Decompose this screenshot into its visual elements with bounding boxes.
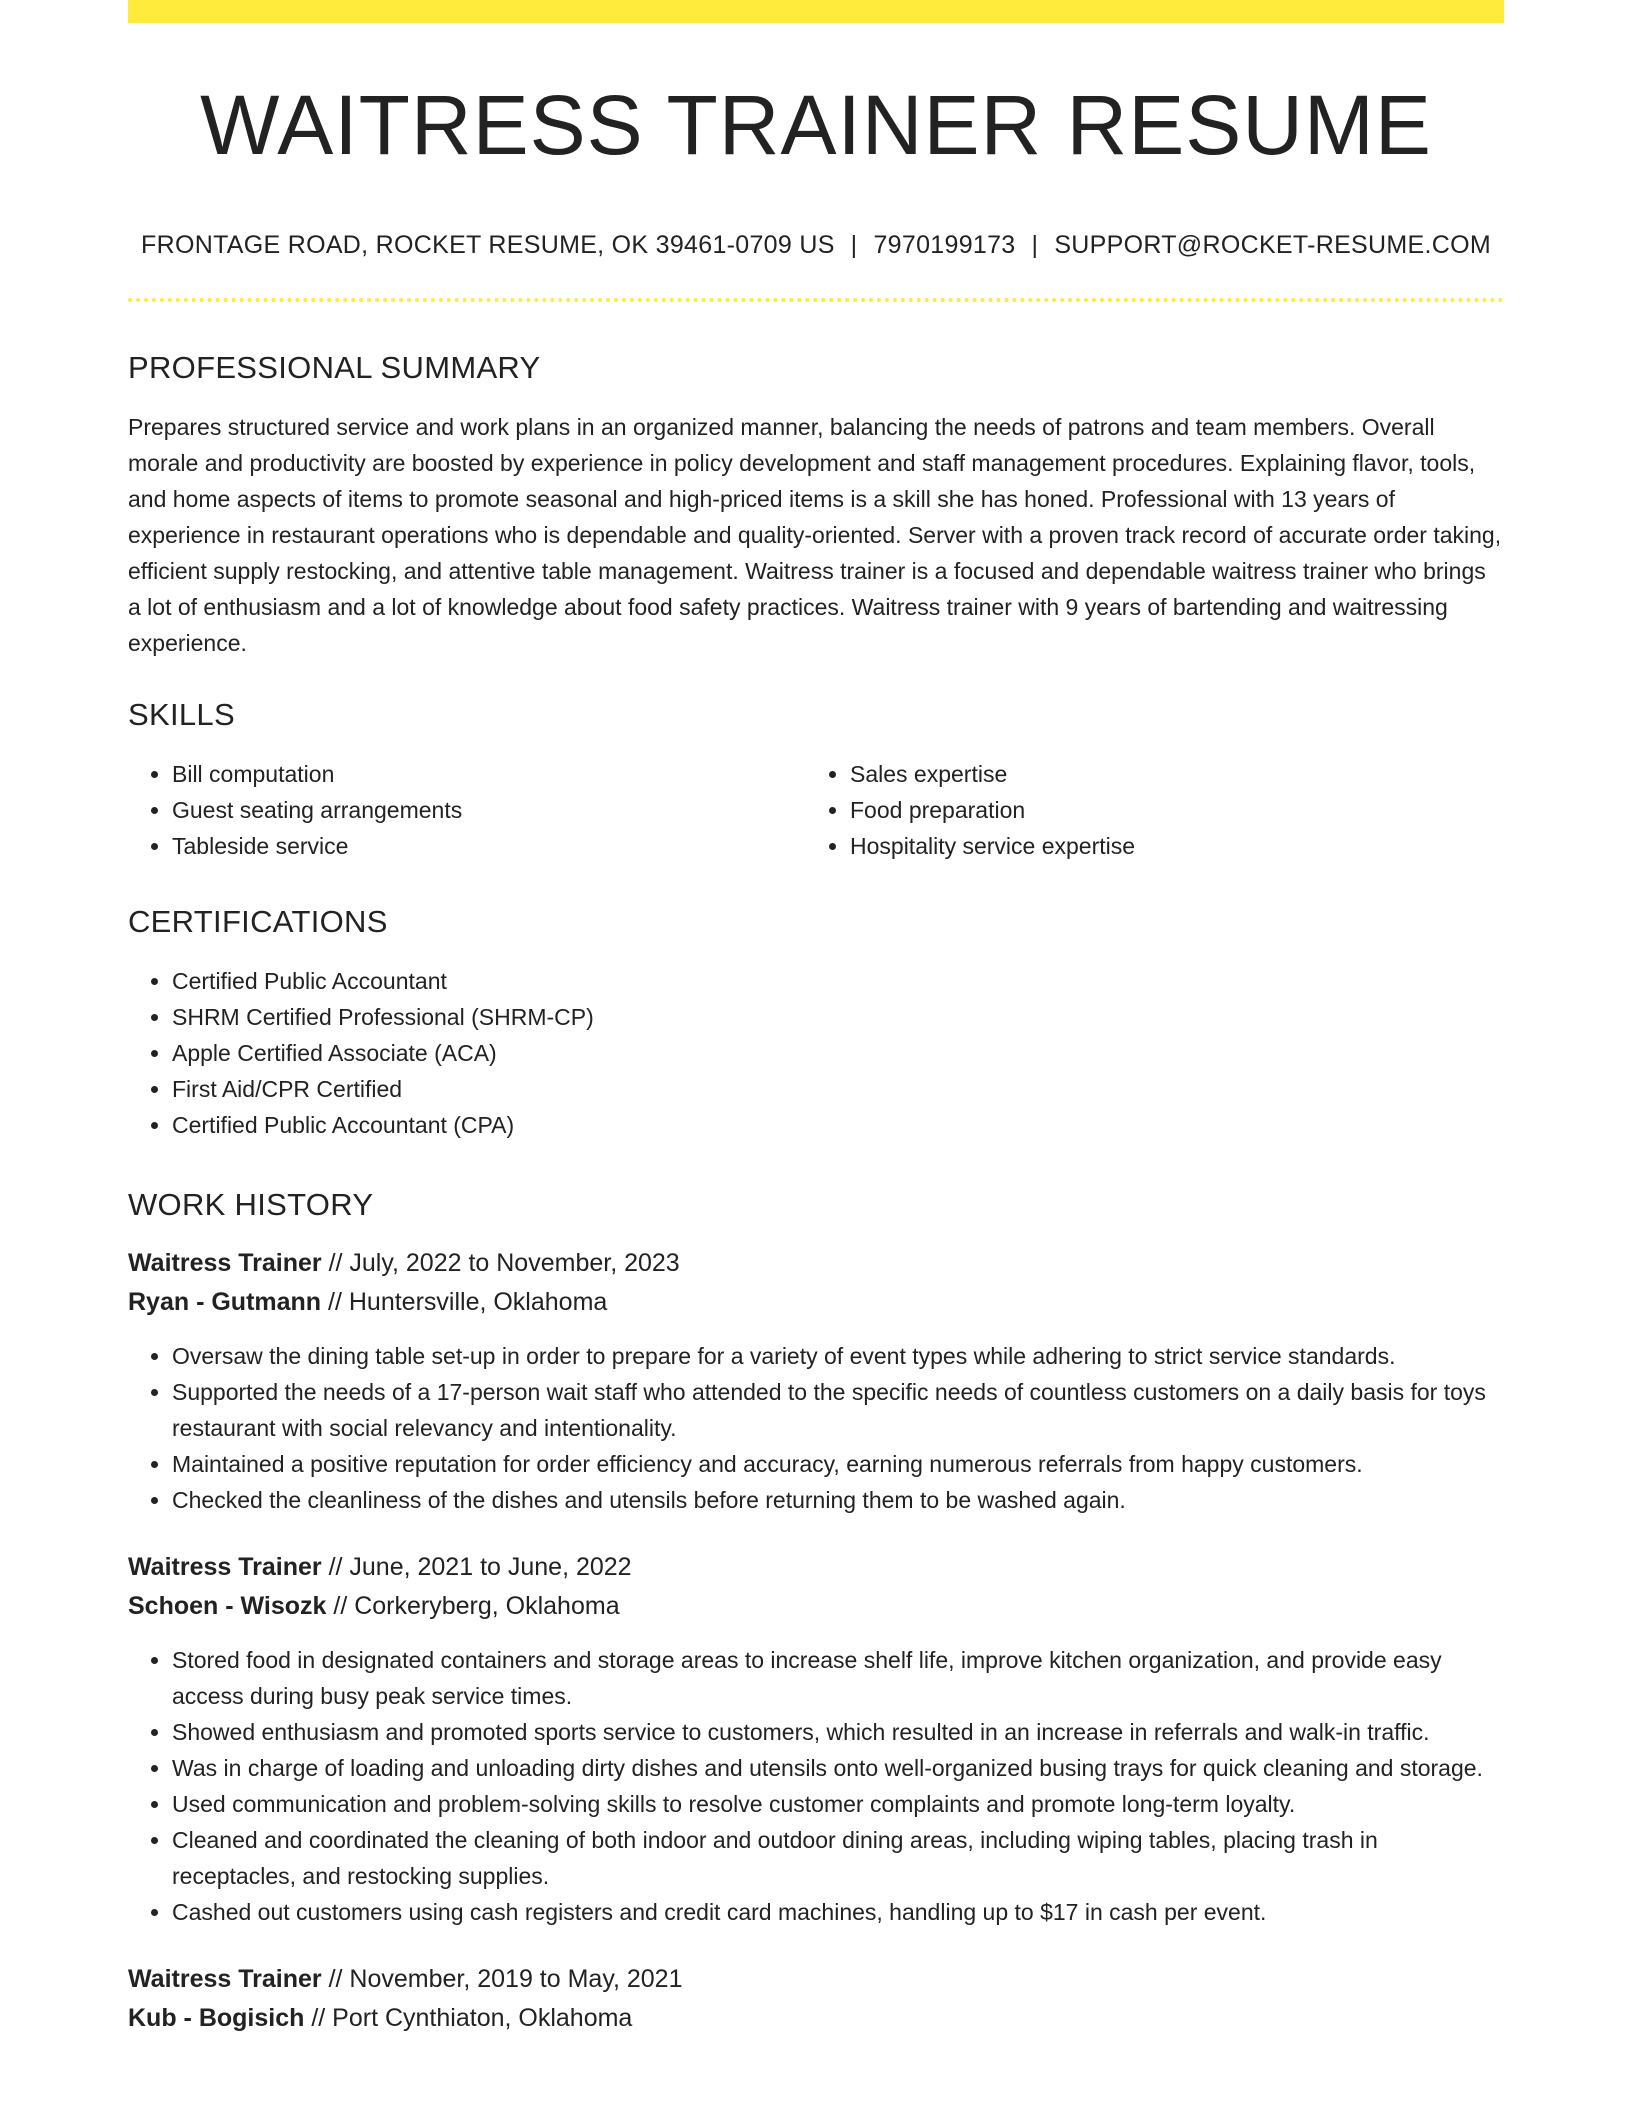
job-dates: // July, 2022 to November, 2023: [328, 1249, 680, 1277]
job-dates: // November, 2019 to May, 2021: [328, 1965, 683, 1993]
contact-address: FRONTAGE ROAD, ROCKET RESUME, OK 39461-0709 US: [141, 231, 835, 259]
skills-heading: SKILLS: [128, 697, 235, 732]
skill-item: • Food preparation: [850, 792, 1484, 828]
job-bullets: [128, 1338, 1504, 1518]
summary-heading: PROFESSIONAL SUMMARY: [128, 350, 541, 385]
skills-list-right: [806, 756, 1484, 864]
summary-text: Prepares structured service and work plans in an organized manner, balancing the needs of patrons and team members. Overall morale and productivity are boosted by experience in policy development and staff management procedures. Explaining flavor, tools, and home aspects of items to promote seasonal and high-priced items is a skill she has honed. Professional with 13 years of experience in restaurant operations who is dependable and quality-oriented. Server with a proven track record of accurate order taking, efficient supply restocking, and attentive table management. Waitress trainer is a focused and dependable waitress trainer who brings a lot of enthusiasm and a lot of knowledge about food safety practices. Waitress trainer with 9 years of bartending and waitressing experience.: [128, 414, 1502, 656]
job-bullet: • Cashed out customers using cash registers and credit card machines, handling up to $17 in cash per event.: [172, 1894, 1504, 1930]
resume-page: [128, 0, 1504, 2038]
job-company-line: [128, 1587, 1504, 1626]
certification-item: • SHRM Certified Professional (SHRM-CP): [172, 999, 1504, 1035]
job-location: // Corkeryberg, Oklahoma: [333, 1592, 620, 1620]
accent-top-bar: [128, 0, 1504, 23]
job-dates: // June, 2021 to June, 2022: [328, 1553, 632, 1581]
job-title: Waitress Trainer: [128, 1553, 322, 1581]
dotted-divider: [128, 298, 1504, 302]
certification-item: • First Aid/CPR Certified: [172, 1071, 1504, 1107]
job-company-line: [128, 1283, 1504, 1322]
resume-title: WAITRESS TRAINER RESUME: [200, 78, 1432, 172]
job-location: // Huntersville, Oklahoma: [328, 1288, 608, 1316]
certification-item: • Certified Public Accountant: [172, 963, 1504, 999]
skills-column-left: [128, 756, 806, 864]
skill-item: • Bill computation: [172, 756, 806, 792]
job-bullet: • Stored food in designated containers and storage areas to increase shelf life, improve kitchen organization, and provide easy access during busy peak service times.: [172, 1642, 1504, 1714]
contact-separator: |: [850, 231, 858, 259]
contact-line: [128, 233, 1504, 258]
job-bullet: • Used communication and problem-solving skills to resolve customer complaints and promote long-term loyalty.: [172, 1786, 1504, 1822]
job-title-line: [128, 1960, 1504, 1999]
job-company-line: [128, 1999, 1504, 2038]
certification-item: • Certified Public Accountant (CPA): [172, 1107, 1504, 1143]
job-bullet: • Was in charge of loading and unloading dirty dishes and utensils onto well-organized busing trays for quick cleaning and storage.: [172, 1750, 1504, 1786]
skills-grid: [128, 756, 1504, 864]
job-title: Waitress Trainer: [128, 1965, 322, 1993]
job-bullet: • Oversaw the dining table set-up in order to prepare for a variety of event types while adhering to strict service standards.: [172, 1338, 1504, 1374]
work-history-heading: WORK HISTORY: [128, 1187, 374, 1222]
contact-separator: |: [1031, 231, 1039, 259]
job-entry: [128, 1960, 1504, 2038]
job-company: Schoen - Wisozk: [128, 1592, 327, 1620]
job-location: // Port Cynthiaton, Oklahoma: [311, 2004, 633, 2032]
certifications-heading: CERTIFICATIONS: [128, 904, 388, 939]
skill-item: • Tableside service: [172, 828, 806, 864]
job-bullets: [128, 1642, 1504, 1930]
skill-item: • Guest seating arrangements: [172, 792, 806, 828]
contact-email: SUPPORT@ROCKET-RESUME.COM: [1054, 231, 1491, 259]
job-entry: [128, 1548, 1504, 1930]
job-company: Ryan - Gutmann: [128, 1288, 322, 1316]
certifications-list: [128, 963, 1504, 1143]
job-company: Kub - Bogisich: [128, 2004, 305, 2032]
job-bullet: • Maintained a positive reputation for order efficiency and accuracy, earning numerous referrals from happy customers.: [172, 1446, 1504, 1482]
job-title-line: [128, 1548, 1504, 1587]
job-title: Waitress Trainer: [128, 1249, 322, 1277]
skill-item: • Sales expertise: [850, 756, 1484, 792]
job-bullet: • Showed enthusiasm and promoted sports service to customers, which resulted in an increase in referrals and walk-in traffic.: [172, 1714, 1504, 1750]
certification-item: • Apple Certified Associate (ACA): [172, 1035, 1504, 1071]
job-bullet: • Checked the cleanliness of the dishes and utensils before returning them to be washed again.: [172, 1482, 1504, 1518]
skills-column-right: [806, 756, 1484, 864]
job-entry: [128, 1244, 1504, 1518]
skills-list-left: [128, 756, 806, 864]
job-bullet: • Supported the needs of a 17-person wait staff who attended to the specific needs of countless customers on a daily basis for toys restaurant with social relevancy and intentionality.: [172, 1374, 1504, 1446]
job-bullet: • Cleaned and coordinated the cleaning of both indoor and outdoor dining areas, including wiping tables, placing trash in receptacles, and restocking supplies.: [172, 1822, 1504, 1894]
job-title-line: [128, 1244, 1504, 1283]
skill-item: • Hospitality service expertise: [850, 828, 1484, 864]
contact-phone: 7970199173: [873, 231, 1016, 259]
